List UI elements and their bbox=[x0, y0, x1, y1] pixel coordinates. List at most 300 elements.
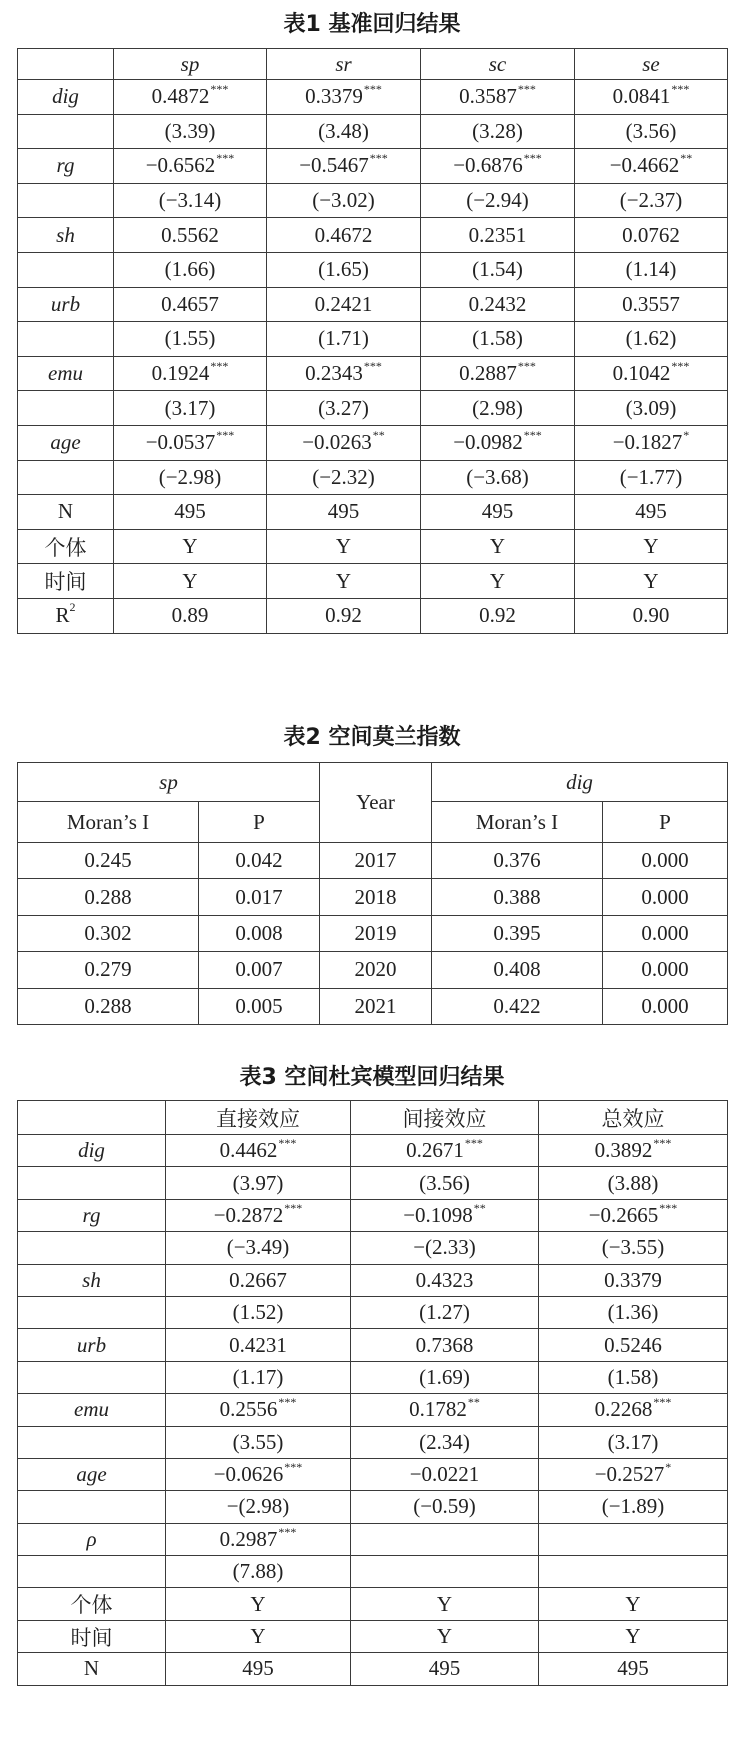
table-row bbox=[18, 80, 728, 115]
table-cell bbox=[575, 564, 728, 599]
column-header: 直接效应 bbox=[166, 1101, 351, 1135]
cell-value: −0.0626 bbox=[213, 1462, 284, 1487]
table-cell: 0.008 bbox=[199, 915, 320, 951]
table-cell bbox=[114, 598, 267, 633]
table-cell bbox=[351, 1264, 539, 1296]
significance-stars: *** bbox=[659, 1200, 678, 1215]
table-cell bbox=[539, 1458, 728, 1490]
cell-value: (−2.98) bbox=[158, 464, 222, 489]
cell-value: 0.2887 bbox=[459, 361, 517, 386]
table-row bbox=[18, 529, 728, 564]
row-label-text: rg bbox=[56, 153, 75, 178]
cell-value: (1.27) bbox=[419, 1300, 470, 1325]
table-cell bbox=[421, 598, 575, 633]
cell-value: (1.66) bbox=[164, 257, 216, 282]
cell-value: (−3.55) bbox=[601, 1235, 665, 1260]
table-cell bbox=[351, 1296, 539, 1328]
table-cell bbox=[351, 1135, 539, 1167]
row-label-text: emu bbox=[74, 1397, 109, 1422]
table-cell: 0.279 bbox=[18, 952, 199, 988]
table-cell bbox=[114, 252, 267, 287]
table-cell bbox=[351, 1588, 539, 1620]
table-cell bbox=[166, 1167, 351, 1199]
column-header: se bbox=[575, 49, 728, 80]
table-cell bbox=[575, 252, 728, 287]
table-cell bbox=[114, 149, 267, 184]
significance-stars: * bbox=[665, 1460, 672, 1475]
table-cell bbox=[267, 114, 421, 149]
table-row bbox=[18, 915, 728, 951]
row-label bbox=[18, 1556, 166, 1588]
row-label-text: age bbox=[76, 1462, 107, 1487]
table-cell bbox=[421, 529, 575, 564]
table-row bbox=[18, 218, 728, 253]
table-cell bbox=[539, 1620, 728, 1652]
row-label bbox=[18, 598, 114, 633]
row-label-text: N bbox=[57, 499, 74, 524]
table1 bbox=[17, 48, 728, 634]
cell-value: 0.2556 bbox=[219, 1397, 278, 1422]
row-label bbox=[18, 1199, 166, 1231]
row-label bbox=[18, 391, 114, 426]
table-cell: 0.422 bbox=[432, 988, 603, 1024]
table-cell bbox=[351, 1167, 539, 1199]
table-cell: 2021 bbox=[320, 988, 432, 1024]
table-cell: 0.007 bbox=[199, 952, 320, 988]
table-cell bbox=[267, 356, 421, 391]
significance-stars: ** bbox=[467, 1395, 480, 1410]
column-header: sr bbox=[267, 49, 421, 80]
cell-value: Y bbox=[250, 1591, 266, 1616]
table-row bbox=[18, 1588, 728, 1620]
cell-value: 0.4872 bbox=[151, 84, 210, 109]
table-cell bbox=[539, 1264, 728, 1296]
cell-value: (3.56) bbox=[625, 118, 677, 143]
significance-stars: * bbox=[683, 428, 690, 443]
table-row bbox=[18, 1653, 728, 1685]
significance-stars: *** bbox=[363, 82, 382, 97]
cell-value: Y bbox=[335, 568, 352, 593]
cell-value: −(2.33) bbox=[413, 1235, 476, 1260]
table-row bbox=[18, 1556, 728, 1588]
table-cell bbox=[351, 1361, 539, 1393]
cell-value: 0.0841 bbox=[612, 84, 671, 109]
cell-value: 0.3892 bbox=[594, 1138, 653, 1163]
row-label bbox=[18, 1491, 166, 1523]
table-cell bbox=[351, 1653, 539, 1685]
table-cell bbox=[166, 1491, 351, 1523]
row-label bbox=[18, 1167, 166, 1199]
cell-value: 0.2421 bbox=[314, 291, 373, 316]
corner-cell bbox=[18, 49, 114, 80]
row-label-text: emu bbox=[48, 361, 83, 386]
row-label-text: 个体 bbox=[70, 1593, 113, 1618]
table-cell: 0.000 bbox=[603, 879, 728, 915]
row-label-text: dig bbox=[52, 84, 79, 109]
table-cell bbox=[539, 1232, 728, 1264]
table2-subheader: P bbox=[603, 802, 728, 843]
significance-stars: *** bbox=[216, 151, 235, 166]
significance-stars: *** bbox=[523, 151, 542, 166]
table-row bbox=[18, 114, 728, 149]
cell-value: Y bbox=[489, 568, 506, 593]
table-row bbox=[18, 1167, 728, 1199]
row-label bbox=[18, 1361, 166, 1393]
cell-value: 0.2351 bbox=[468, 222, 527, 247]
table-cell bbox=[421, 425, 575, 460]
table-cell bbox=[421, 356, 575, 391]
cell-value: 0.5246 bbox=[604, 1332, 662, 1357]
cell-value: −0.0982 bbox=[453, 430, 523, 455]
table-cell bbox=[351, 1620, 539, 1652]
cell-value: (1.36) bbox=[607, 1300, 659, 1325]
table-cell bbox=[539, 1296, 728, 1328]
row-label-power: 2 bbox=[69, 600, 76, 615]
table-cell bbox=[539, 1491, 728, 1523]
row-label bbox=[18, 1523, 166, 1555]
row-label-text: R bbox=[55, 603, 70, 628]
row-label-text: ρ bbox=[86, 1526, 97, 1551]
table-cell: 2017 bbox=[320, 843, 432, 879]
significance-stars: ** bbox=[680, 151, 693, 166]
cell-value: 0.89 bbox=[171, 603, 209, 628]
row-label bbox=[18, 183, 114, 218]
cell-value: Y bbox=[625, 1624, 641, 1649]
table-cell bbox=[539, 1135, 728, 1167]
table-cell bbox=[575, 460, 728, 495]
cell-value: 495 bbox=[481, 499, 514, 524]
table-cell bbox=[575, 80, 728, 115]
row-label-text: 时间 bbox=[44, 570, 87, 595]
table-row bbox=[18, 564, 728, 599]
table-cell bbox=[575, 149, 728, 184]
table-cell: 0.408 bbox=[432, 952, 603, 988]
table-cell bbox=[351, 1232, 539, 1264]
cell-value: 495 bbox=[242, 1656, 274, 1681]
table-row bbox=[18, 356, 728, 391]
cell-value: (3.48) bbox=[318, 118, 369, 143]
row-label-text: urb bbox=[76, 1332, 107, 1357]
table-cell bbox=[351, 1199, 539, 1231]
significance-stars: *** bbox=[523, 428, 542, 443]
table-cell bbox=[114, 356, 267, 391]
significance-stars: *** bbox=[464, 1136, 483, 1151]
corner-cell bbox=[18, 1101, 166, 1135]
table1-caption: 表1 基准回归结果 bbox=[283, 12, 461, 37]
row-label bbox=[18, 287, 114, 322]
table-cell bbox=[575, 495, 728, 530]
cell-value: 0.2671 bbox=[406, 1138, 464, 1163]
row-label bbox=[18, 1329, 166, 1361]
table-cell bbox=[114, 425, 267, 460]
cell-value: Y bbox=[489, 534, 506, 559]
table-cell bbox=[267, 460, 421, 495]
cell-value: (1.17) bbox=[232, 1364, 284, 1389]
table-cell bbox=[267, 529, 421, 564]
row-label bbox=[18, 1135, 166, 1167]
cell-value: (−3.49) bbox=[226, 1235, 290, 1260]
significance-stars: *** bbox=[363, 359, 382, 374]
significance-stars: *** bbox=[210, 82, 229, 97]
table-cell bbox=[575, 114, 728, 149]
significance-stars: *** bbox=[517, 359, 536, 374]
row-label bbox=[18, 252, 114, 287]
table-cell bbox=[267, 564, 421, 599]
cell-value: 0.4672 bbox=[314, 222, 373, 247]
cell-value: −0.5467 bbox=[299, 153, 369, 178]
cell-value: 0.3379 bbox=[604, 1267, 662, 1292]
table-cell bbox=[575, 322, 728, 357]
table-cell bbox=[166, 1523, 351, 1555]
cell-value: (3.27) bbox=[318, 395, 369, 420]
cell-value: (3.39) bbox=[164, 118, 216, 143]
cell-value: 0.2432 bbox=[468, 291, 527, 316]
table-cell bbox=[539, 1653, 728, 1685]
cell-value: 0.4462 bbox=[219, 1138, 278, 1163]
table-cell bbox=[267, 287, 421, 322]
table-cell bbox=[166, 1620, 351, 1652]
table-cell bbox=[267, 322, 421, 357]
significance-stars: *** bbox=[653, 1395, 672, 1410]
cell-value: 0.1782 bbox=[409, 1397, 467, 1422]
cell-value: 0.2987 bbox=[219, 1526, 278, 1551]
table-row bbox=[18, 843, 728, 879]
table-cell: 0.302 bbox=[18, 915, 199, 951]
table-cell: 0.288 bbox=[18, 988, 199, 1024]
cell-value: −0.0537 bbox=[145, 430, 216, 455]
cell-value: (1.14) bbox=[625, 257, 677, 282]
row-label-text: 时间 bbox=[70, 1625, 113, 1650]
table-row bbox=[18, 183, 728, 218]
cell-value: (7.88) bbox=[232, 1559, 284, 1584]
cell-value: 0.3557 bbox=[622, 291, 680, 316]
cell-value: −0.6562 bbox=[145, 153, 216, 178]
cell-value: (2.34) bbox=[419, 1429, 470, 1454]
table-cell bbox=[539, 1556, 728, 1588]
cell-value: Y bbox=[182, 568, 198, 593]
table-cell bbox=[114, 183, 267, 218]
cell-value: −0.0221 bbox=[409, 1462, 480, 1487]
cell-value: (−2.32) bbox=[312, 464, 375, 489]
table-cell bbox=[114, 460, 267, 495]
table-cell: 0.017 bbox=[199, 879, 320, 915]
row-label bbox=[18, 495, 114, 530]
cell-value: 0.1924 bbox=[151, 361, 210, 386]
table-cell bbox=[166, 1653, 351, 1685]
cell-value: (1.62) bbox=[625, 326, 677, 351]
cell-value: (3.09) bbox=[625, 395, 677, 420]
column-header: 间接效应 bbox=[351, 1101, 539, 1135]
significance-stars: ** bbox=[372, 428, 385, 443]
table-row bbox=[18, 1135, 728, 1167]
row-label bbox=[18, 80, 114, 115]
cell-value: −0.1827 bbox=[612, 430, 683, 455]
significance-stars: *** bbox=[517, 82, 536, 97]
header-row bbox=[18, 49, 728, 80]
table-cell bbox=[539, 1199, 728, 1231]
table-cell bbox=[166, 1361, 351, 1393]
cell-value: (3.28) bbox=[472, 118, 523, 143]
cell-value: 0.4323 bbox=[415, 1267, 474, 1292]
table-cell bbox=[351, 1556, 539, 1588]
table-row bbox=[18, 287, 728, 322]
cell-value: Y bbox=[643, 534, 659, 559]
row-label-text: N bbox=[83, 1656, 100, 1681]
cell-value: (−1.77) bbox=[619, 464, 683, 489]
table-row bbox=[18, 598, 728, 633]
table-cell bbox=[267, 183, 421, 218]
table-cell bbox=[421, 287, 575, 322]
table-cell bbox=[166, 1426, 351, 1458]
table-cell bbox=[575, 356, 728, 391]
significance-stars: *** bbox=[671, 82, 690, 97]
table2-subheader: Moran’s I bbox=[432, 802, 603, 843]
significance-stars: *** bbox=[653, 1136, 672, 1151]
table-cell bbox=[421, 495, 575, 530]
column-header: sc bbox=[421, 49, 575, 80]
cell-value: (−3.14) bbox=[158, 188, 222, 213]
table-row bbox=[18, 952, 728, 988]
table-cell bbox=[267, 598, 421, 633]
row-label bbox=[18, 356, 114, 391]
significance-stars: *** bbox=[278, 1395, 297, 1410]
row-label-text: age bbox=[50, 430, 81, 455]
cell-value: Y bbox=[625, 1591, 641, 1616]
table-row bbox=[18, 1329, 728, 1361]
table-cell: 0.388 bbox=[432, 879, 603, 915]
cell-value: −0.2665 bbox=[588, 1202, 659, 1227]
row-label bbox=[18, 1458, 166, 1490]
table-cell bbox=[421, 460, 575, 495]
table2-subheader: Moran’s I bbox=[18, 802, 199, 843]
row-label bbox=[18, 1232, 166, 1264]
table-cell bbox=[114, 218, 267, 253]
table-cell bbox=[267, 252, 421, 287]
row-label-text: sh bbox=[56, 222, 75, 247]
table-cell bbox=[575, 425, 728, 460]
significance-stars: *** bbox=[671, 359, 690, 374]
table-cell bbox=[421, 183, 575, 218]
table-cell bbox=[267, 425, 421, 460]
table2-group-dig: dig bbox=[432, 763, 728, 802]
row-label bbox=[18, 1620, 166, 1652]
table-cell: 2018 bbox=[320, 879, 432, 915]
table-cell bbox=[575, 183, 728, 218]
table-row bbox=[18, 1620, 728, 1652]
table-cell bbox=[539, 1426, 728, 1458]
cell-value: 0.90 bbox=[632, 603, 670, 628]
row-label bbox=[18, 564, 114, 599]
table-cell bbox=[267, 218, 421, 253]
table-cell bbox=[539, 1394, 728, 1426]
table-cell bbox=[351, 1458, 539, 1490]
cell-value: −0.2872 bbox=[213, 1202, 284, 1227]
table-cell bbox=[575, 218, 728, 253]
table-cell bbox=[267, 80, 421, 115]
cell-value: 495 bbox=[174, 499, 206, 524]
table2 bbox=[17, 762, 728, 1025]
cell-value: (1.69) bbox=[419, 1364, 470, 1389]
table-cell bbox=[421, 391, 575, 426]
table-cell bbox=[166, 1264, 351, 1296]
table-cell bbox=[166, 1199, 351, 1231]
cell-value: −0.1098 bbox=[403, 1202, 473, 1227]
table-cell bbox=[166, 1232, 351, 1264]
cell-value: −0.2527 bbox=[594, 1462, 665, 1487]
table-cell bbox=[421, 149, 575, 184]
table-row bbox=[18, 391, 728, 426]
table-cell bbox=[166, 1458, 351, 1490]
table-row bbox=[18, 1394, 728, 1426]
table-cell bbox=[166, 1135, 351, 1167]
cell-value: (−3.68) bbox=[466, 464, 529, 489]
table-row bbox=[18, 1296, 728, 1328]
table-cell bbox=[421, 114, 575, 149]
row-label-text: 个体 bbox=[44, 535, 87, 560]
cell-value: (−2.94) bbox=[466, 188, 529, 213]
cell-value: 0.1042 bbox=[612, 361, 671, 386]
cell-value: (3.55) bbox=[232, 1429, 284, 1454]
row-label bbox=[18, 1653, 166, 1685]
table-cell bbox=[351, 1394, 539, 1426]
row-label bbox=[18, 149, 114, 184]
cell-value: 495 bbox=[428, 1656, 461, 1681]
table-cell: 0.000 bbox=[603, 843, 728, 879]
table-cell bbox=[539, 1523, 728, 1555]
cell-value: 0.3379 bbox=[305, 84, 363, 109]
cell-value: Y bbox=[643, 568, 659, 593]
table-cell bbox=[114, 529, 267, 564]
table-cell: 0.005 bbox=[199, 988, 320, 1024]
row-label-text: rg bbox=[82, 1202, 101, 1227]
cell-value: −0.4662 bbox=[609, 153, 680, 178]
significance-stars: *** bbox=[369, 151, 388, 166]
cell-value: 0.7368 bbox=[415, 1332, 474, 1357]
table-cell: 0.376 bbox=[432, 843, 603, 879]
cell-value: (−0.59) bbox=[413, 1494, 476, 1519]
cell-value: 0.4657 bbox=[161, 291, 219, 316]
table-cell bbox=[421, 322, 575, 357]
table-cell: 0.000 bbox=[603, 952, 728, 988]
row-label bbox=[18, 1264, 166, 1296]
table-cell bbox=[539, 1329, 728, 1361]
cell-value: (2.98) bbox=[472, 395, 523, 420]
table-cell bbox=[421, 218, 575, 253]
cell-value: Y bbox=[436, 1591, 453, 1616]
table2-subheader: P bbox=[199, 802, 320, 843]
significance-stars: *** bbox=[284, 1460, 303, 1475]
table-cell bbox=[351, 1491, 539, 1523]
table-cell bbox=[166, 1588, 351, 1620]
cell-value: −0.6876 bbox=[453, 153, 523, 178]
row-label-text: urb bbox=[50, 291, 81, 316]
table-cell bbox=[114, 564, 267, 599]
cell-value: Y bbox=[335, 534, 352, 559]
table-cell bbox=[114, 391, 267, 426]
table-cell bbox=[267, 391, 421, 426]
significance-stars: *** bbox=[278, 1136, 297, 1151]
table-cell bbox=[575, 529, 728, 564]
table-cell bbox=[166, 1329, 351, 1361]
table-row bbox=[18, 1264, 728, 1296]
cell-value: −0.0263 bbox=[302, 430, 372, 455]
cell-value: (3.88) bbox=[607, 1170, 659, 1195]
table-row bbox=[18, 1426, 728, 1458]
table-cell bbox=[575, 287, 728, 322]
table2-year-header: Year bbox=[320, 763, 432, 843]
cell-value: 0.0762 bbox=[622, 222, 680, 247]
table-row bbox=[18, 1491, 728, 1523]
